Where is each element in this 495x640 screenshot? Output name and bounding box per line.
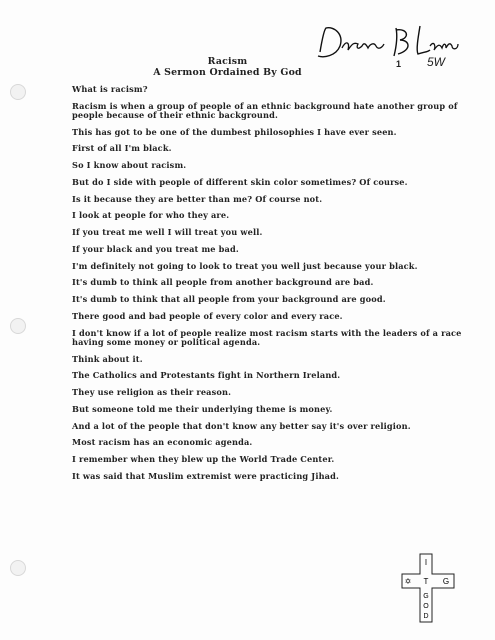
paragraph: First of all I'm black. [72,143,172,154]
paragraph: Is it because they are better than me? Of course not. [72,193,323,204]
paragraph: So I know about racism. [72,160,187,171]
cross-outline [402,554,454,622]
paragraph: It's dumb to think that all people from your background are good. [72,294,386,305]
paragraph: I look at people for who they are. [72,210,230,221]
paragraph: It's dumb to think all people from another background are bad. [72,277,374,288]
paragraph: The Catholics and Protestants fight in Northern Ireland. [72,370,341,381]
cross-letter: G [442,577,450,586]
punch-hole [10,84,26,100]
punch-hole [10,318,26,334]
title-line-1: Racism [207,56,248,67]
handwritten-note: 5W [427,55,445,69]
paragraph: They use religion as their reason. [72,387,232,398]
sermon-body [72,85,467,489]
paragraph: I don't know if a lot of people realize most racism starts with the leaders of a race having some money or political agenda. [72,327,462,347]
paragraph: But someone told me their underlying theme is money. [72,403,333,414]
punch-hole [10,560,26,576]
document-title [0,56,495,78]
paragraph: If you treat me well I will treat you well. [72,227,263,238]
paragraph: But do I side with people of different skin color sometimes? Of course. [72,176,408,187]
cross-letter: I [424,558,428,567]
paragraph: Most racism has an economic agenda. [72,437,253,448]
cross-letter: G [423,593,429,600]
paragraph: If your black and you treat me bad. [72,243,239,254]
star-of-david-icon: ✡ [404,577,412,586]
paragraph: Racism is when a group of people of an ethnic background hate another group of people because of their ethnic background. [72,100,458,120]
paragraph: I'm definitely not going to look to treat you well just because your black. [72,260,418,271]
paragraph: Think about it. [72,353,143,364]
paragraph: I remember when they blew up the World Trade Center. [72,454,335,465]
cross-letter: O [423,603,429,610]
cross-letter: T [423,577,429,586]
paragraph: There good and bad people of every color and every race. [72,310,343,321]
paragraph: And a lot of the people that don't know any better say it's over religion. [72,420,411,431]
paragraph: What is racism? [72,84,148,94]
paragraph: This has got to be one of the dumbest philosophies I have ever seen. [72,126,397,137]
paragraph: It was said that Muslim extremist were practicing Jihad. [72,470,340,481]
page-number: 1 [396,59,402,69]
title-line-2: A Sermon Ordained By God [153,67,302,78]
hand-drawn-cross [398,552,458,624]
cross-letter: D [423,613,429,620]
